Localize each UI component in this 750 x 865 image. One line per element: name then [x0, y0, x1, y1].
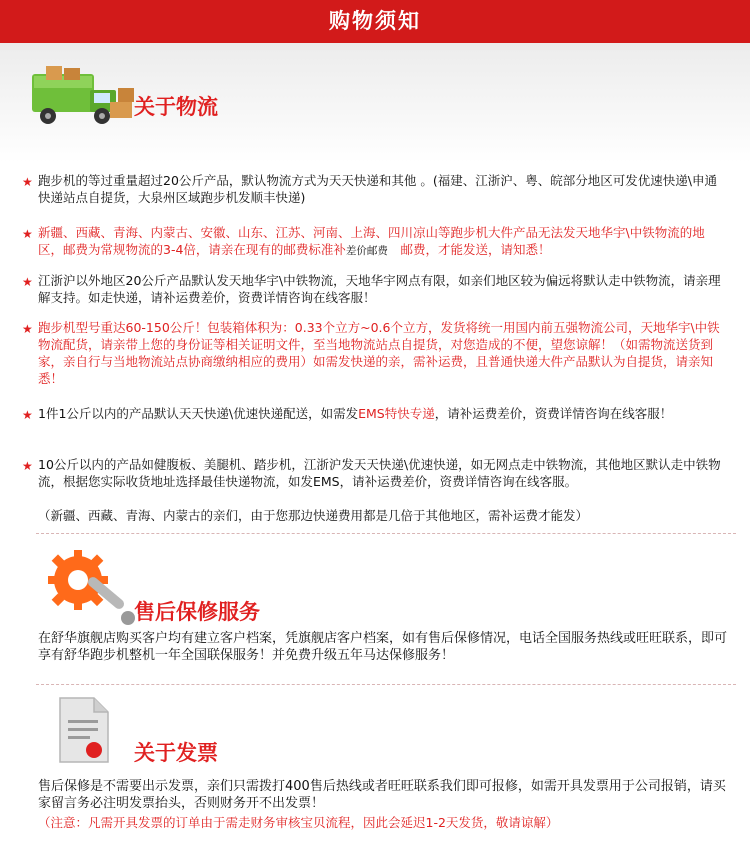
logistics-item-1: 跑步机的等过重量超过20公斤产品，默认物流方式为天天快递和其他 。(福建、江浙沪、粤、皖部分地区可发优速快递\申通快递站点自提货，大泉州区域跑步机发顺丰快递) — [38, 173, 717, 205]
logistics-title: 关于物流 — [134, 95, 218, 119]
logistics-item-5-text-c: ，请补运费差价，资费详情咨询在线客服！ — [434, 406, 673, 421]
star-icon: ★ — [22, 175, 33, 189]
logistics-item-4: 跑步机型号重达60-150公斤！包装箱体积为：0.33个立方~0.6个立方，发货将统一用国内前五强物流公司，天地华宇\中铁物流配货，请亲带上您的身份证等相关证明文件，至当地物流站点自提货，对您造成的不便，望您谅解！（如需物流送货到家，亲自行与当地物流站点协商缴纳相应的费用）如需发快递的亲，需补运费，且普通快递大件产品默认为自提货，请亲知悉！ — [38, 320, 720, 386]
repair-tools-icon — [40, 548, 140, 628]
logistics-item-6-note: （新疆、西藏、青海、内蒙古的亲们，由于您那边快递费用都是几倍于其他地区，需补运费才能发） — [38, 508, 589, 523]
invoice-text: 售后保修是不需要出示发票，亲们只需拨打400售后热线或者旺旺联系我们即可报修，如需开具发票用于公司报销，请买家留言务必注明发票抬头，否则财务开不出发票！ — [38, 779, 726, 811]
aftersale-title: 售后保修服务 — [134, 600, 260, 624]
ems-express-link: EMS特快专递 — [358, 406, 435, 421]
aftersale-text: 在舒华旗舰店购买客户均有建立客户档案，凭旗舰店客户档案，如有售后保修情况，电话全国服务热线或旺旺联系，即可享有舒华跑步机整机一年全国联保服务！并免费升级五年马达保修服务！ — [38, 631, 728, 663]
logistics-item-2-text-c: 邮费，才能发送，请知悉！ — [400, 242, 551, 257]
logistics-item-2 — [38, 224, 728, 260]
star-icon: ★ — [22, 227, 33, 241]
section-divider — [36, 533, 736, 534]
logistics-item-2-text-b: 差价邮费 — [345, 245, 388, 257]
star-icon: ★ — [22, 459, 33, 473]
logistics-item-5-text-a: 1件1公斤以内的产品默认天天快递\优速快递配送，如需发 — [38, 406, 359, 421]
invoice-document-icon — [56, 696, 112, 766]
star-icon: ★ — [22, 322, 33, 336]
page-header — [0, 0, 750, 43]
logistics-item-5 — [38, 405, 728, 422]
invoice-title: 关于发票 — [134, 741, 218, 765]
invoice-note: （注意：凡需开具发票的订单由于需走财务审核宝贝流程，因此会延迟1-2天发货，敬请谅解） — [38, 815, 559, 830]
star-icon: ★ — [22, 275, 33, 289]
delivery-truck-icon — [30, 66, 138, 130]
header-title: 购物须知 — [329, 9, 421, 33]
logistics-item-6: 10公斤以内的产品如健腹板、美腿机、踏步机，江浙沪发天天快递\优速快递，如无网点走中铁物流，其他地区默认走中铁物流，根据您实际收货地址选择最佳快递物流，如发EMS，请补运费差价，资费详情咨询在线客服。 — [38, 457, 721, 489]
section-divider — [36, 684, 736, 685]
logistics-item-2-text-a: 新疆、西藏、青海、内蒙古、安徽、山东、江苏、河南、上海、四川凉山等跑步机大件产品无法发天地华宇\中铁物流的地区，邮费为常规物流的3-4倍，请亲在现有的邮费标准补 — [38, 225, 705, 257]
logistics-item-3: 江浙沪以外地区20公斤产品默认发天地华宇\中铁物流，天地华宇网点有限，如亲们地区较为偏远将默认走中铁物流，请亲理解支持。如走快递，请补运费差价，资费详情咨询在线客服！ — [38, 273, 721, 305]
star-icon: ★ — [22, 408, 33, 422]
